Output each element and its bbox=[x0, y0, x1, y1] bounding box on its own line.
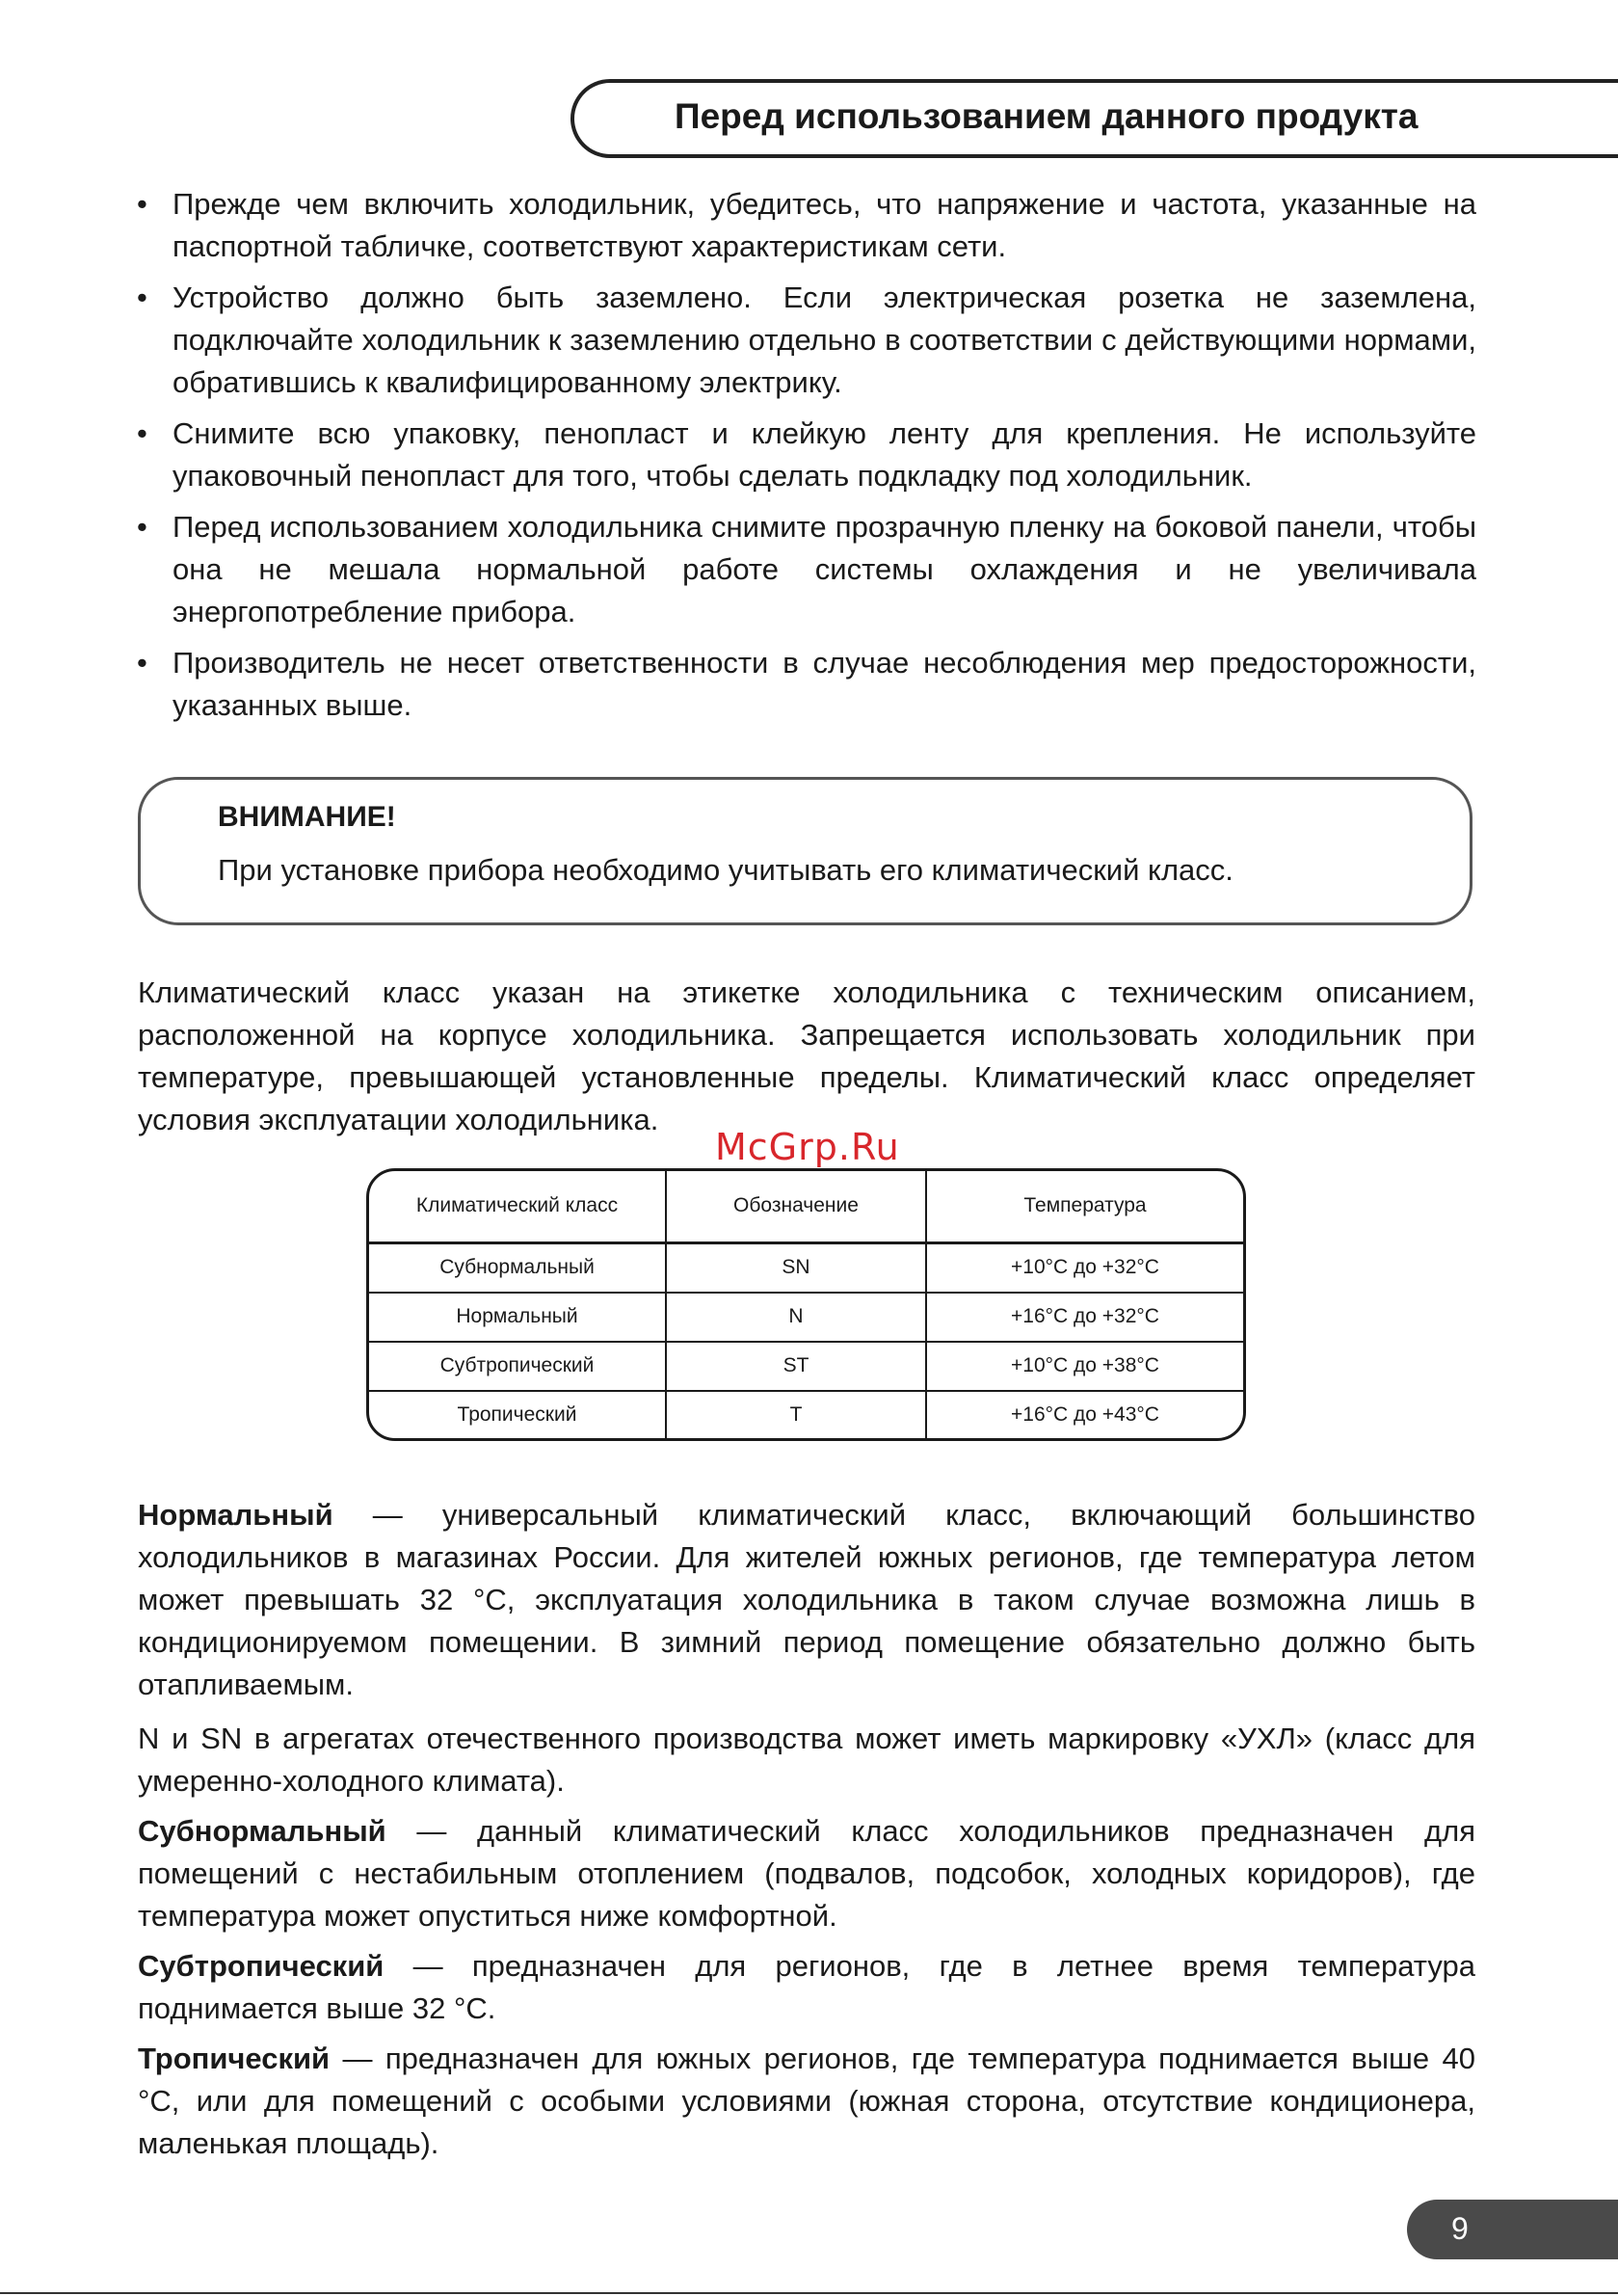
column-header: Температура bbox=[926, 1171, 1243, 1242]
list-item bbox=[137, 277, 1476, 404]
bottom-rule bbox=[0, 2292, 1618, 2294]
climate-class-table bbox=[366, 1168, 1246, 1441]
table-row bbox=[369, 1293, 1243, 1342]
bullet-icon: • bbox=[137, 187, 147, 221]
page-number-badge bbox=[1407, 2200, 1618, 2259]
tropical-class-paragraph bbox=[138, 2038, 1475, 2165]
subtropical-term: Субтропический bbox=[138, 1949, 385, 1983]
table-cell: +10°C до +32°C bbox=[926, 1242, 1243, 1293]
list-item-text: Снимите всю упаковку, пенопласт и клейкую ленту для крепления. Не используйте упаковочный пенопласт для того, чтобы сделать подкладку под холодильник. bbox=[172, 416, 1476, 493]
table-cell: Субнормальный bbox=[369, 1242, 666, 1293]
table-row bbox=[369, 1391, 1243, 1438]
subnormal-term: Субнормальный bbox=[138, 1814, 386, 1848]
bullet-icon: • bbox=[137, 646, 147, 680]
list-item bbox=[137, 183, 1476, 268]
table-row bbox=[369, 1242, 1243, 1293]
subtropical-class-paragraph bbox=[138, 1945, 1475, 2030]
list-item-text: Производитель не несет ответственности в случае несоблюдения мер предосторожности, указанных выше. bbox=[172, 646, 1476, 722]
intro-paragraph: Климатический класс указан на этикетке холодильника с техническим описанием, расположенной на корпусе холодильника. Запрещается использовать холодильник при температуре, превышающей установленные пределы. Климатический класс определяет условия эксплуатации холодильника. bbox=[138, 975, 1475, 1136]
table-cell: T bbox=[666, 1391, 926, 1438]
table-cell: Нормальный bbox=[369, 1293, 666, 1342]
table-cell: Тропический bbox=[369, 1391, 666, 1438]
normal-class-paragraph bbox=[138, 1494, 1475, 1706]
warning-text: При установке прибора необходимо учитывать его климатический класс. bbox=[218, 853, 1233, 887]
tropical-text: — предназначен для южных регионов, где температура поднимается выше 40 °С, или для помещений с особыми условиями (южная сторона, отсутствие кондиционера, маленькая площадь). bbox=[138, 2042, 1475, 2160]
bullet-icon: • bbox=[137, 510, 147, 544]
column-header: Климатический класс bbox=[369, 1171, 666, 1242]
list-item bbox=[137, 642, 1476, 727]
table-cell: +16°C до +32°C bbox=[926, 1293, 1243, 1342]
table-cell: N bbox=[666, 1293, 926, 1342]
table-cell: SN bbox=[666, 1242, 926, 1293]
watermark: McGrp.Ru bbox=[715, 1126, 900, 1168]
table-cell: Субтропический bbox=[369, 1342, 666, 1391]
table-cell: ST bbox=[666, 1342, 926, 1391]
list-item-text: Устройство должно быть заземлено. Если электрическая розетка не заземлена, подключайте холодильник к заземлению отдельно в соответствии с действующими нормами, обратившись к квалифицированному электрику. bbox=[172, 280, 1476, 399]
bullet-icon: • bbox=[137, 416, 147, 450]
list-item bbox=[137, 413, 1476, 497]
normal-text: — универсальный климатический класс, включающий большинство холодильников в магазинах России. Для жителей южных регионов, где температура летом может превышать 32 °С, эксплуатация холодильника в таком случае возможна лишь в кондиционируемом помещении. В зимний период помещение обязательно должно быть отапливаемым. bbox=[138, 1498, 1475, 1701]
table-row bbox=[369, 1342, 1243, 1391]
bullet-icon: • bbox=[137, 280, 147, 314]
uhl-paragraph: N и SN в агрегатах отечественного производства может иметь маркировку «УХЛ» (класс для умеренно-холодного климата). bbox=[138, 1722, 1475, 1798]
column-header: Обозначение bbox=[666, 1171, 926, 1242]
warning-box bbox=[138, 777, 1472, 925]
list-item-text: Прежде чем включить холодильник, убедитесь, что напряжение и частота, указанные на паспортной табличке, соответствуют характеристикам сети. bbox=[172, 187, 1476, 263]
precautions-list bbox=[137, 183, 1476, 735]
list-item bbox=[137, 506, 1476, 633]
table-header-row bbox=[369, 1171, 1243, 1242]
page-number: 9 bbox=[1451, 2211, 1469, 2246]
tropical-term: Тропический bbox=[138, 2042, 331, 2075]
normal-term: Нормальный bbox=[138, 1498, 333, 1532]
table-cell: +10°C до +38°C bbox=[926, 1342, 1243, 1391]
page-title: Перед использованием данного продукта bbox=[675, 96, 1419, 136]
list-item-text: Перед использованием холодильника снимите прозрачную пленку на боковой панели, чтобы она не мешала нормальной работе системы охлаждения и не увеличивала энергопотребление прибора. bbox=[172, 510, 1476, 628]
table-cell: +16°C до +43°C bbox=[926, 1391, 1243, 1438]
subtropical-text: — предназначен для регионов, где в летнее время температура поднимается выше 32 °С. bbox=[138, 1949, 1475, 2025]
subnormal-class-paragraph bbox=[138, 1810, 1475, 1937]
warning-title: ВНИМАНИЕ! bbox=[218, 801, 396, 833]
subnormal-text: — данный климатический класс холодильников предназначен для помещений с нестабильным отоплением (подвалов, подсобок, холодных коридоров), где температура может опуститься ниже комфортной. bbox=[138, 1814, 1475, 1933]
